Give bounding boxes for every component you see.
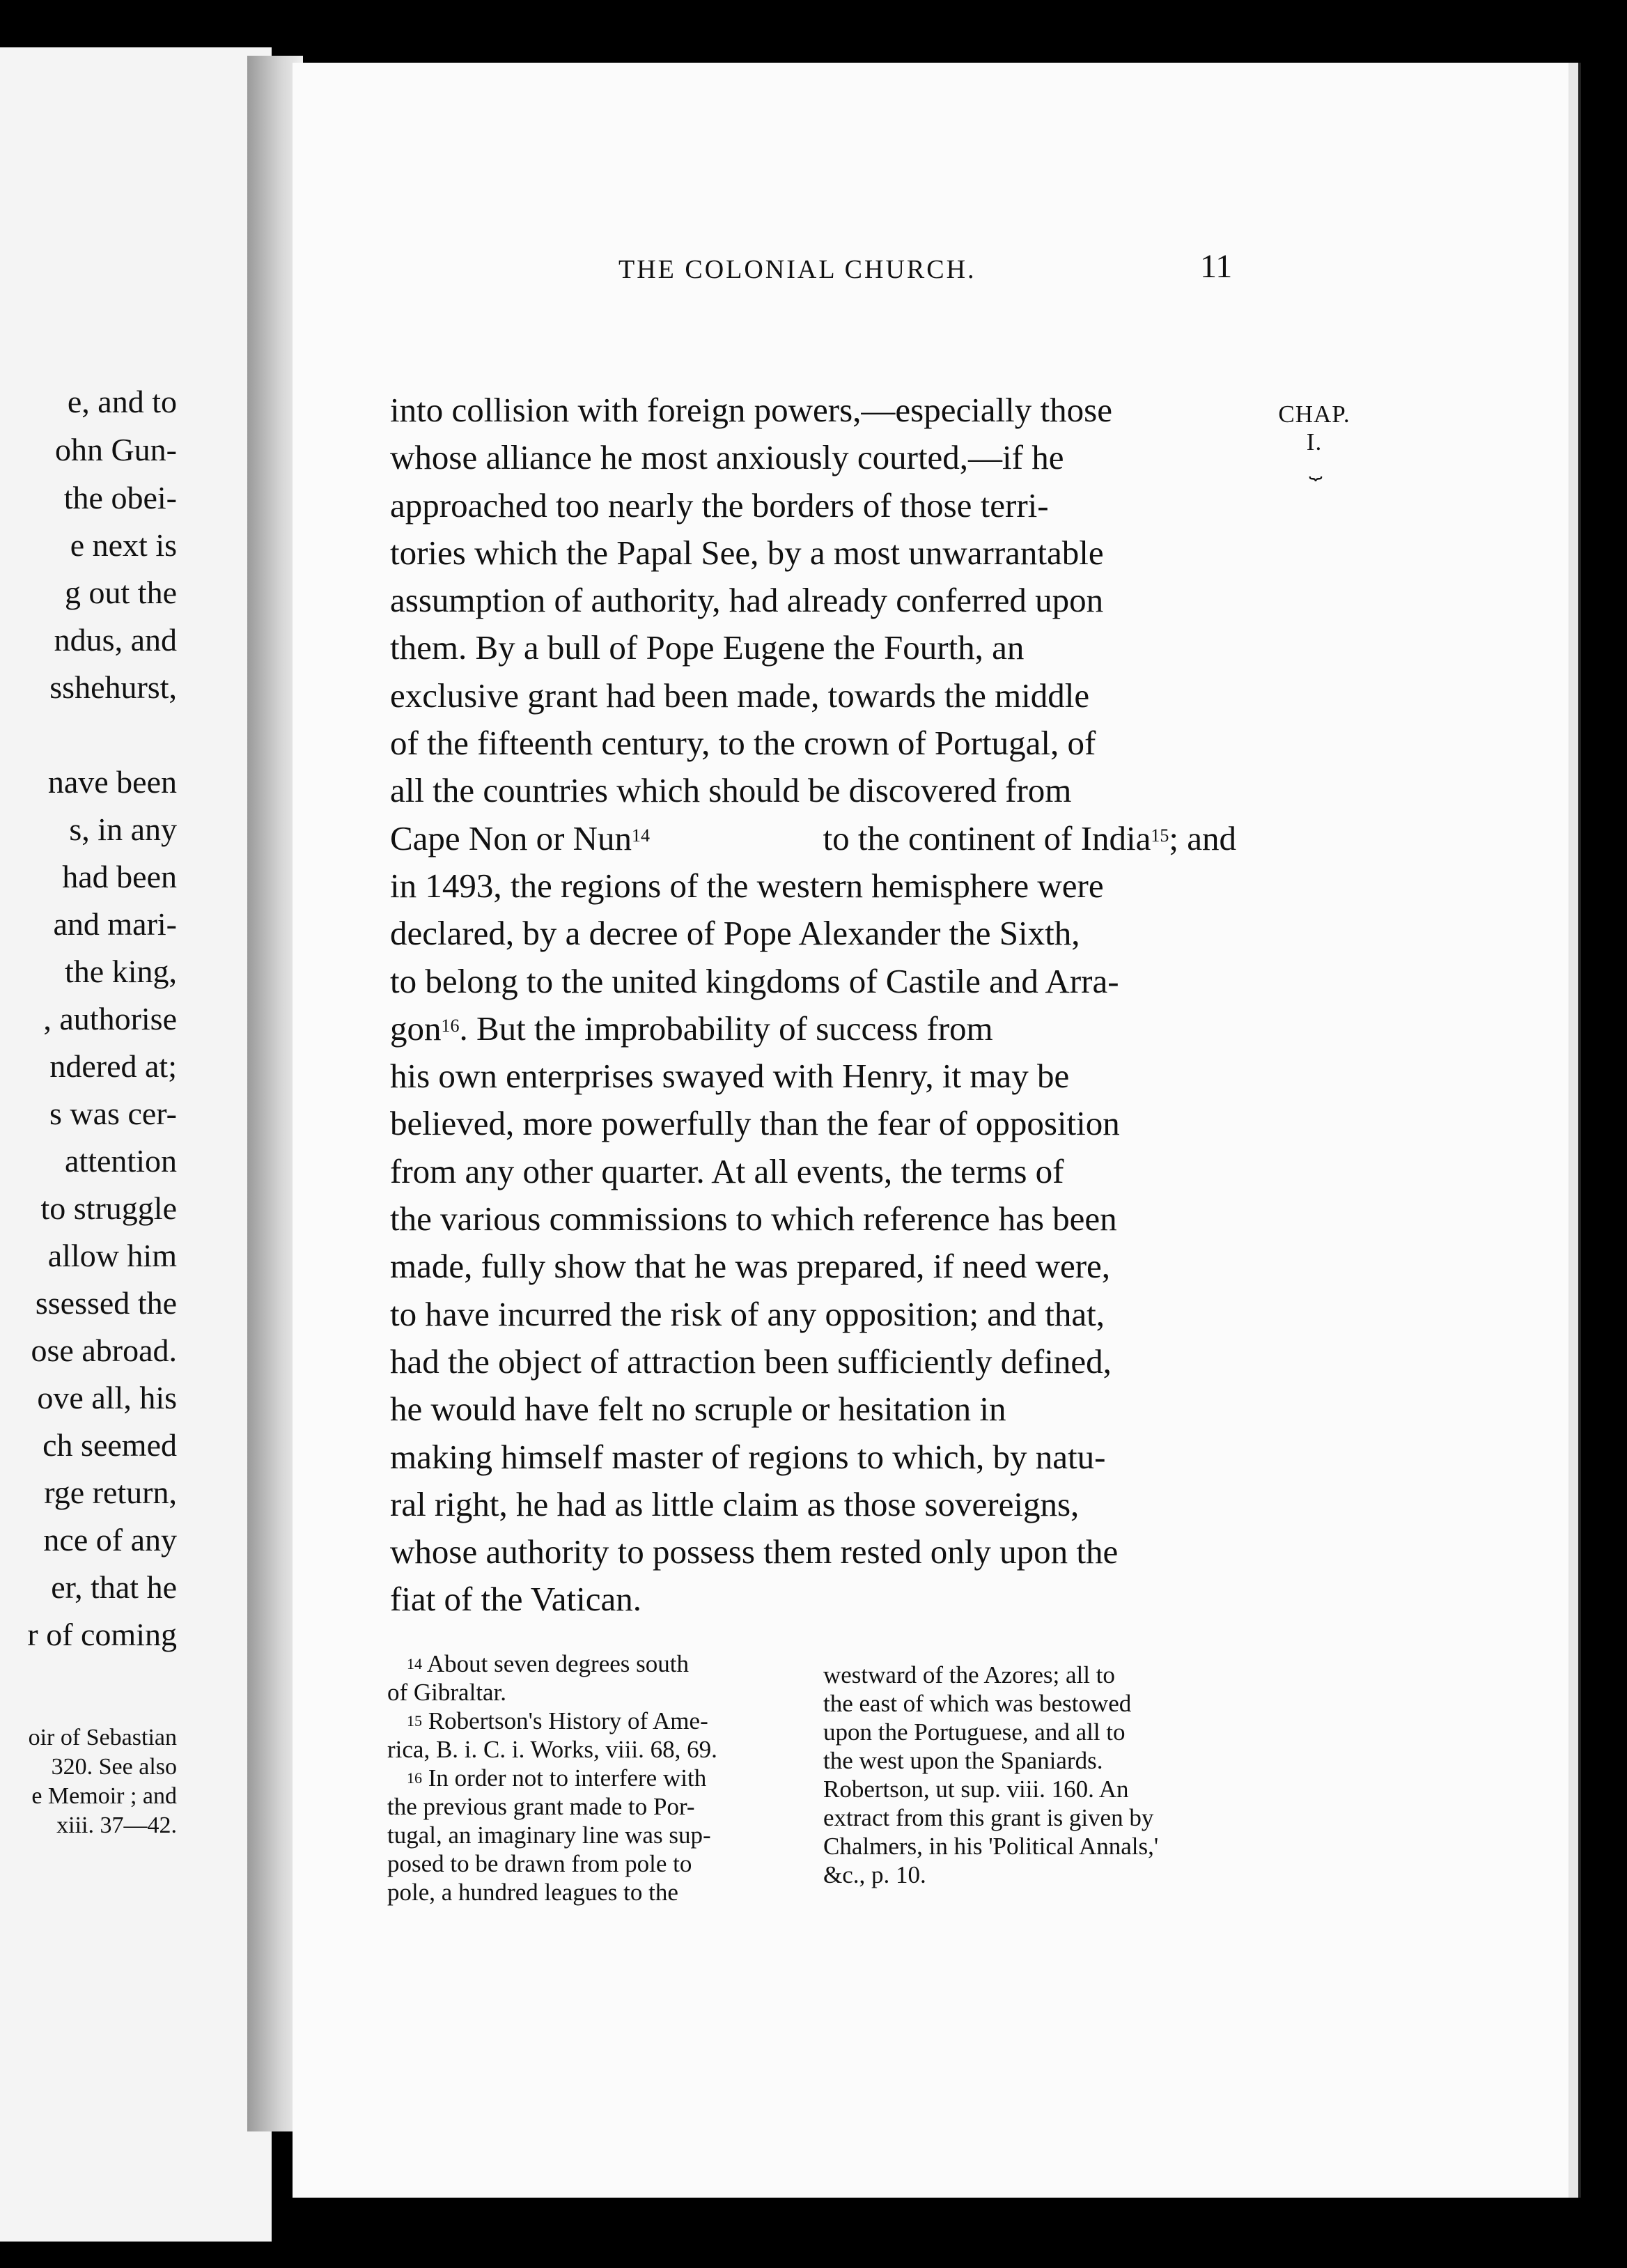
text-line: whose authority to possess them rested only upon the [390,1532,1119,1571]
footnote-line: $^{14}$ About seven degrees south [407,1650,689,1677]
text-fragment: ; and [1169,818,1236,857]
chapter-label: CHAP. [1278,401,1350,428]
footnote-ref-16: 16 [441,1015,460,1036]
left-footnote-line: xiii. 37—42. [56,1812,177,1838]
text-line: to belong to the united kingdoms of Castile and Arra- [390,961,1119,1000]
chapter-number: I. [1306,428,1323,456]
text-line: tories which the Papal See, by a most unwarrantable [390,533,1104,572]
text-line: approached too nearly the borders of those terri- [390,486,1049,525]
left-line: s was cer- [49,1096,177,1131]
left-line: ohn Gun- [54,432,177,467]
left-line: ose abroad. [31,1333,177,1368]
footnote-ref-14: 14 [632,825,651,846]
running-head [618,247,1245,289]
left-line: nave been [47,764,177,800]
left-line: had been [62,859,177,894]
left-line: ove all, his [37,1380,177,1415]
footnote-line: the east of which was bestowed [823,1690,1132,1717]
left-line: ssessed the [35,1285,177,1321]
text-line: into collision with foreign powers,—especially those [390,391,1112,429]
text-fragment: to the continent of India [823,818,1151,857]
left-line: e, and to [67,384,177,419]
text-line: he would have felt no scruple or hesitation in [390,1390,1006,1429]
left-line: the obei- [63,480,177,515]
footnotes-right-column [823,1661,1236,1889]
text-fragment: Cape Non or Nun [390,818,632,857]
left-line: allow him [47,1238,177,1273]
left-line: ndus, and [54,622,177,658]
left-line: attention [65,1143,177,1179]
left-line: sshehurst, [49,669,177,705]
text-line: his own enterprises swayed with Henry, it may be [390,1057,1070,1096]
footnote-line: &c., p. 10. [823,1861,926,1888]
left-line: s, in any [69,811,177,847]
text-line: in 1493, the regions of the western hemisphere were [390,866,1104,905]
text-line [390,815,1236,862]
text-fragment: . But the improbability of success from [459,1009,993,1048]
left-line: er, that he [51,1569,177,1605]
text-line: to have incurred the risk of any opposition; and that, [390,1294,1105,1333]
footnote-line: upon the Portuguese, and all to [823,1718,1126,1746]
footnote-line: of Gibraltar. [387,1679,507,1706]
page-number: 11 [1200,248,1233,285]
text-line: the various commissions to which reference has been [390,1199,1117,1238]
left-line: g out the [65,575,177,610]
text-line: exclusive grant had been made, towards the middle [390,676,1090,715]
text-line: made, fully show that he was prepared, if need were, [390,1247,1111,1286]
left-line: ndered at; [49,1048,177,1084]
left-line: and mari- [53,906,177,942]
footnote-line: pole, a hundred leagues to the [387,1879,678,1906]
left-page-fragment [0,47,272,2242]
footnote-line: westward of the Azores; all to [823,1661,1115,1688]
left-footnote-line: oir of Sebastian [28,1725,177,1750]
text-line: them. By a bull of Pope Eugene the Fourth, an [390,628,1025,667]
footnote-ref-15: 15 [1151,825,1169,846]
footnote-line: the west upon the Spaniards. [823,1747,1103,1774]
text-line: assumption of authority, had already conferred upon [390,581,1104,620]
text-line: from any other quarter. At all events, the terms of [390,1151,1064,1190]
left-line: , authorise [43,1001,177,1036]
footnote-marker-15: 15 [407,1712,422,1730]
brace-ornament: ⏟ [1309,454,1320,479]
footnote-line: rica, B. i. C. i. Works, viii. 68, 69. [387,1736,717,1763]
body-text [390,387,1236,1624]
footnote-line: $^{15}$ Robertson's History of Ame- [407,1707,708,1734]
text-line: whose alliance he most anxiously courted,—if he [390,438,1064,477]
left-line: rge return, [44,1475,177,1510]
text-line: fiat of the Vatican. [390,1580,642,1619]
text-line: making himself master of regions to which, by natu- [390,1437,1106,1476]
left-line: e next is [70,527,177,563]
text-fragment: gon [390,1009,442,1048]
left-footnote-line: 320. See also [51,1754,177,1780]
footnote-line: $^{16}$ In order not to interfere with [407,1764,707,1792]
footnotes-left-column [387,1649,795,1906]
footnote-line: the previous grant made to Por- [387,1793,695,1820]
chapter-sidenote [1272,401,1356,477]
left-line: the king, [65,954,177,989]
running-title: THE COLONIAL CHURCH. [618,255,976,284]
text-line [390,1005,1236,1053]
left-line: r of coming [27,1617,177,1652]
left-line: ch seemed [42,1427,177,1463]
left-line: nce of any [43,1522,177,1558]
text-line: ral right, he had as little claim as those sovereigns, [390,1484,1080,1523]
footnote-line: Robertson, ut sup. viii. 160. An [823,1776,1129,1803]
footnote-line: Chalmers, in his 'Political Annals,' [823,1833,1159,1860]
footnote-line: tugal, an imaginary line was sup- [387,1822,711,1849]
footnote-line: extract from this grant is given by [823,1804,1154,1831]
footnote-line: posed to be drawn from pole to [387,1850,692,1877]
left-footnote-line: e Memoir ; and [31,1783,177,1809]
text-line: of the fifteenth century, to the crown of Portugal, of [390,724,1096,763]
left-line: to struggle [40,1190,177,1226]
text-line: believed, more powerfully than the fear of opposition [390,1104,1120,1143]
text-line: had the object of attraction been sufficiently defined, [390,1342,1112,1381]
text-line: all the countries which should be discovered from [390,771,1072,810]
footnote-marker-16: 16 [407,1769,422,1787]
footnote-marker-14: 14 [407,1655,422,1672]
text-line: declared, by a decree of Pope Alexander the Sixth, [390,914,1080,953]
